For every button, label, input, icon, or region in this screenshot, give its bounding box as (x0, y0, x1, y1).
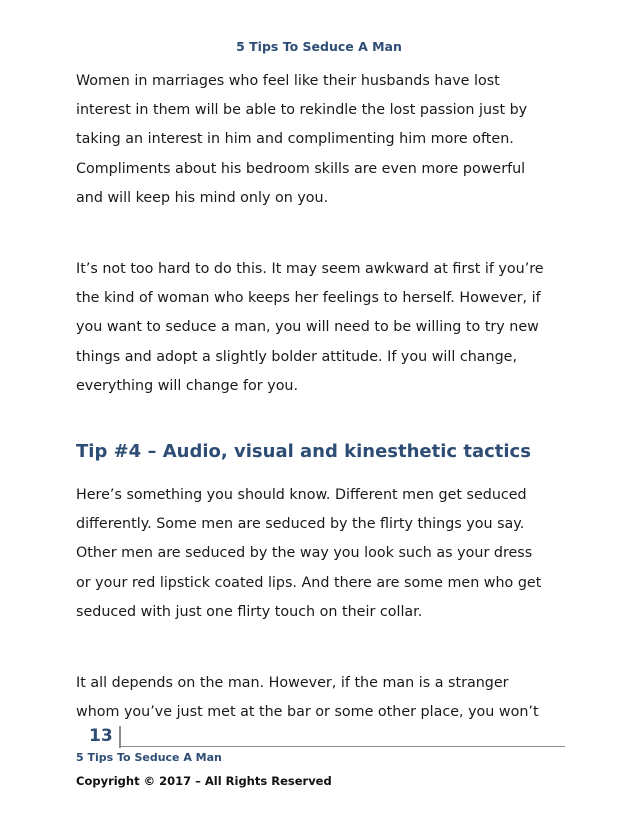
text-line: taking an interest in him and complimenting him more often. (76, 131, 514, 148)
paragraph-2 (76, 255, 566, 401)
text-line: the kind of woman who keeps her feelings to herself. However, if (76, 290, 541, 307)
running-header: 5 Tips To Seduce A Man (236, 39, 402, 54)
footer-divider-horizontal (121, 746, 565, 747)
text-line: Women in marriages who feel like their husbands have lost (76, 73, 500, 89)
page-number: 13 (89, 726, 113, 746)
text-line: and will keep his mind only on you. (76, 189, 329, 206)
text-line: you want to seduce a man, you will need to be willing to try new (76, 319, 539, 336)
text-line: differently. Some men are seduced by the flirty things you say. (76, 516, 525, 533)
text-line: Other men are seduced by the way you look such as your dress (76, 545, 533, 562)
copyright-notice: Copyright © 2017 – All Rights Reserved (76, 774, 332, 788)
text-line: seduced with just one flirty touch on their collar. (76, 603, 423, 620)
footer-title: 5 Tips To Seduce A Man (76, 751, 222, 764)
text-line: It’s not too hard to do this. It may seem awkward at first if you’re (76, 261, 544, 277)
text-line: Compliments about his bedroom skills are even more powerful (76, 160, 526, 177)
text-line: whom you’ve just met at the bar or some other place, you won’t (76, 704, 539, 721)
text-line: interest in them will be able to rekindle the lost passion just by (76, 102, 528, 119)
paragraph-3 (76, 481, 566, 627)
text-line: things and adopt a slightly bolder attitude. If you will change, (76, 348, 518, 365)
section-heading: Tip #4 – Audio, visual and kinesthetic tactics (76, 441, 531, 462)
text-line: or your red lipstick coated lips. And there are some men who get (76, 574, 542, 591)
text-line: Here’s something you should know. Different men get seduced (76, 487, 527, 503)
text-line: everything will change for you. (76, 377, 299, 394)
paragraph-4 (76, 669, 566, 727)
text-line: It all depends on the man. However, if the man is a stranger (76, 675, 509, 691)
footer-divider-vertical (119, 726, 121, 748)
paragraph-1 (76, 67, 566, 213)
